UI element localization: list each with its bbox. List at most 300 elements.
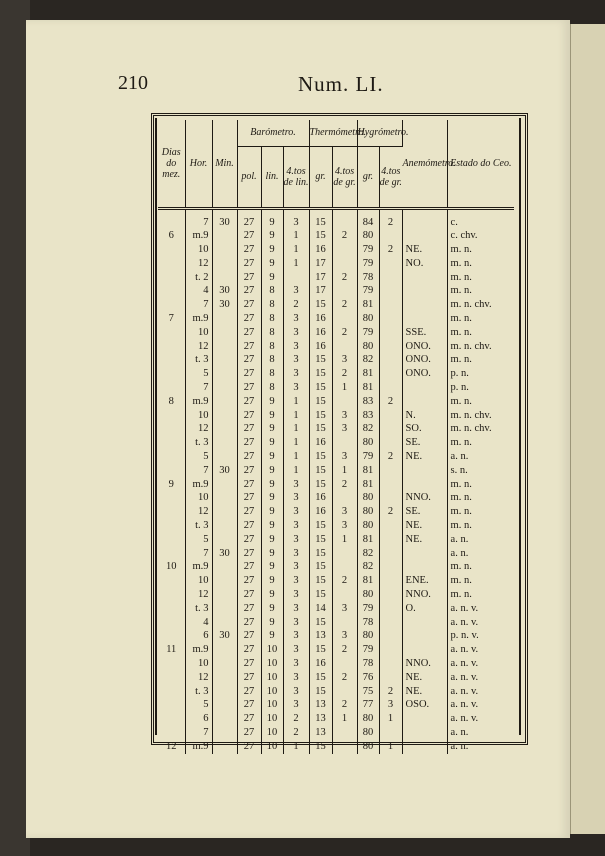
- cell-minute: [212, 712, 237, 726]
- cell-bar-lin: 9: [261, 547, 283, 561]
- cell-therm-quartos: [332, 560, 357, 574]
- cell-hour: 7: [185, 547, 212, 561]
- header-anemometro: Anemómetro.: [402, 120, 447, 208]
- cell-day: [158, 712, 185, 726]
- cell-minute: [212, 602, 237, 616]
- cell-hygro-quartos: [379, 464, 402, 478]
- table-row: [158, 657, 514, 671]
- cell-bar-quartos: 1: [283, 257, 309, 271]
- cell-hygro-quartos: [379, 298, 402, 312]
- cell-therm-gr: 17: [309, 271, 332, 285]
- cell-minute: [212, 643, 237, 657]
- cell-hour: m.9: [185, 229, 212, 243]
- cell-minute: [212, 574, 237, 588]
- cell-therm-quartos: 2: [332, 574, 357, 588]
- cell-hour: 10: [185, 657, 212, 671]
- cell-therm-gr: 15: [309, 685, 332, 699]
- table-row: [158, 381, 514, 395]
- cell-hygro-gr: 80: [357, 229, 379, 243]
- cell-bar-quartos: 3: [283, 588, 309, 602]
- cell-sky-state: m. n.: [450, 271, 472, 283]
- table-row: [158, 367, 514, 381]
- cell-bar-lin: 9: [261, 533, 283, 547]
- cell-bar-quartos: 3: [283, 208, 309, 229]
- cell-wind: [402, 740, 447, 754]
- cell-wind: [402, 726, 447, 740]
- cell-therm-gr: 15: [309, 588, 332, 602]
- cell-hour: 6: [185, 712, 212, 726]
- cell-bar-lin: 9: [261, 450, 283, 464]
- cell-bar-quartos: 2: [283, 298, 309, 312]
- cell-hour: 12: [185, 340, 212, 354]
- table-row: [158, 326, 514, 340]
- cell-minute: [212, 450, 237, 464]
- cell-bar-pol: 27: [237, 395, 261, 409]
- cell-wind: NE.: [402, 519, 447, 533]
- cell-day: [158, 353, 185, 367]
- cell-therm-quartos: [332, 616, 357, 630]
- cell-day: [158, 436, 185, 450]
- cell-bar-quartos: 3: [283, 643, 309, 657]
- cell-hygro-gr: 79: [357, 450, 379, 464]
- cell-wind: NE.: [402, 685, 447, 699]
- cell-day: [158, 298, 185, 312]
- table-row: [158, 519, 514, 533]
- cell-hour: 5: [185, 533, 212, 547]
- cell-bar-lin: 9: [261, 629, 283, 643]
- cell-hygro-gr: 79: [357, 284, 379, 298]
- cell-wind: [402, 395, 447, 409]
- cell-hour: m.9: [185, 312, 212, 326]
- cell-bar-pol: 27: [237, 257, 261, 271]
- cell-bar-lin: 9: [261, 505, 283, 519]
- cell-therm-gr: 15: [309, 381, 332, 395]
- cell-wind: ENE.: [402, 574, 447, 588]
- cell-bar-quartos: 3: [283, 353, 309, 367]
- cell-hygro-quartos: [379, 657, 402, 671]
- cell-therm-quartos: [332, 436, 357, 450]
- cell-bar-quartos: 3: [283, 284, 309, 298]
- cell-bar-lin: 9: [261, 257, 283, 271]
- cell-wind: O.: [402, 602, 447, 616]
- cell-therm-quartos: [332, 284, 357, 298]
- cell-minute: 30: [212, 629, 237, 643]
- cell-wind: [402, 547, 447, 561]
- cell-bar-quartos: 1: [283, 740, 309, 754]
- table-row: [158, 436, 514, 450]
- cell-hygro-gr: 78: [357, 657, 379, 671]
- cell-wind: [402, 284, 447, 298]
- cell-sky-state: a. n. v.: [450, 685, 479, 697]
- cell-therm-quartos: [332, 395, 357, 409]
- cell-bar-quartos: 3: [283, 381, 309, 395]
- cell-hygro-quartos: 1: [379, 740, 402, 754]
- cell-minute: 30: [212, 547, 237, 561]
- cell-wind: NE.: [402, 243, 447, 257]
- cell-wind: [402, 712, 447, 726]
- cell-therm-gr: 15: [309, 671, 332, 685]
- cell-bar-pol: 27: [237, 340, 261, 354]
- cell-bar-pol: 27: [237, 560, 261, 574]
- cell-bar-pol: 27: [237, 353, 261, 367]
- cell-hour: t. 3: [185, 602, 212, 616]
- cell-bar-quartos: 3: [283, 616, 309, 630]
- cell-sky-state: m. n.: [450, 326, 472, 338]
- table-row: [158, 284, 514, 298]
- cell-day: [158, 381, 185, 395]
- cell-minute: [212, 436, 237, 450]
- cell-hour: 7: [185, 381, 212, 395]
- cell-bar-lin: 8: [261, 353, 283, 367]
- cell-hygro-quartos: [379, 478, 402, 492]
- cell-hygro-gr: 78: [357, 271, 379, 285]
- cell-minute: [212, 671, 237, 685]
- cell-bar-lin: 8: [261, 326, 283, 340]
- cell-bar-pol: 27: [237, 740, 261, 754]
- cell-therm-quartos: 3: [332, 629, 357, 643]
- table-row: [158, 409, 514, 423]
- cell-sky-state: m. n.: [450, 395, 472, 407]
- cell-therm-gr: 17: [309, 284, 332, 298]
- cell-therm-quartos: 3: [332, 602, 357, 616]
- cell-hour: 4: [185, 284, 212, 298]
- cell-hygro-gr: 77: [357, 698, 379, 712]
- header-min: Min.: [212, 120, 237, 208]
- cell-hour: 10: [185, 491, 212, 505]
- cell-hour: 10: [185, 574, 212, 588]
- cell-bar-pol: 27: [237, 657, 261, 671]
- cell-bar-pol: 27: [237, 208, 261, 229]
- table-row: [158, 395, 514, 409]
- page-header: [118, 72, 478, 98]
- cell-therm-gr: 15: [309, 450, 332, 464]
- cell-hour: m.9: [185, 643, 212, 657]
- cell-hygro-quartos: 2: [379, 243, 402, 257]
- cell-minute: [212, 685, 237, 699]
- cell-hygro-gr: 80: [357, 740, 379, 754]
- cell-minute: [212, 740, 237, 754]
- cell-therm-quartos: 2: [332, 298, 357, 312]
- cell-wind: [402, 616, 447, 630]
- cell-bar-lin: 9: [261, 588, 283, 602]
- cell-bar-quartos: 1: [283, 464, 309, 478]
- cell-therm-gr: 16: [309, 340, 332, 354]
- table-row: [158, 643, 514, 657]
- cell-bar-pol: 27: [237, 409, 261, 423]
- cell-sky-state: m. n.: [450, 589, 472, 601]
- cell-minute: [212, 395, 237, 409]
- cell-therm-gr: 13: [309, 712, 332, 726]
- cell-hygro-gr: 76: [357, 671, 379, 685]
- cell-bar-lin: 8: [261, 340, 283, 354]
- cell-minute: [212, 422, 237, 436]
- cell-bar-quartos: 1: [283, 243, 309, 257]
- cell-wind: [402, 271, 447, 285]
- cell-hygro-gr: 80: [357, 312, 379, 326]
- cell-therm-quartos: 2: [332, 326, 357, 340]
- cell-bar-lin: 9: [261, 478, 283, 492]
- table-row: [158, 671, 514, 685]
- cell-hour: 5: [185, 367, 212, 381]
- cell-hygro-gr: 82: [357, 353, 379, 367]
- table-row: [158, 422, 514, 436]
- cell-therm-gr: 15: [309, 740, 332, 754]
- cell-therm-gr: 15: [309, 643, 332, 657]
- cell-day: [158, 602, 185, 616]
- cell-therm-gr: 15: [309, 208, 332, 229]
- table-row: [158, 491, 514, 505]
- cell-bar-pol: 27: [237, 685, 261, 699]
- cell-minute: 30: [212, 208, 237, 229]
- cell-day: [158, 574, 185, 588]
- table-row: [158, 726, 514, 740]
- cell-bar-pol: 27: [237, 712, 261, 726]
- cell-bar-lin: 8: [261, 298, 283, 312]
- cell-sky-state: a. n.: [450, 451, 469, 463]
- cell-minute: [212, 353, 237, 367]
- cell-bar-quartos: [283, 271, 309, 285]
- cell-therm-gr: 15: [309, 229, 332, 243]
- cell-wind: N.: [402, 409, 447, 423]
- cell-minute: [212, 478, 237, 492]
- cell-hygro-quartos: [379, 533, 402, 547]
- cell-hygro-gr: 82: [357, 547, 379, 561]
- cell-hygro-quartos: [379, 436, 402, 450]
- cell-therm-quartos: 3: [332, 422, 357, 436]
- cell-bar-quartos: 3: [283, 533, 309, 547]
- cell-sky-state: a. n. v.: [450, 644, 479, 656]
- cell-day: 12: [158, 740, 185, 754]
- cell-bar-pol: 27: [237, 229, 261, 243]
- table-row: [158, 208, 514, 229]
- cell-minute: [212, 340, 237, 354]
- table-row: [158, 547, 514, 561]
- cell-therm-gr: 16: [309, 436, 332, 450]
- cell-minute: [212, 519, 237, 533]
- header-hygro-gr: gr.: [357, 146, 379, 208]
- cell-sky-state: m. n.: [450, 437, 472, 449]
- cell-hour: 12: [185, 588, 212, 602]
- cell-wind: [402, 381, 447, 395]
- cell-day: 8: [158, 395, 185, 409]
- cell-therm-gr: 15: [309, 478, 332, 492]
- cell-hour: m.9: [185, 740, 212, 754]
- cell-hour: 10: [185, 326, 212, 340]
- cell-wind: NNO.: [402, 657, 447, 671]
- cell-hygro-quartos: [379, 574, 402, 588]
- cell-sky-state: a. n. v.: [450, 713, 479, 725]
- cell-therm-quartos: 3: [332, 505, 357, 519]
- cell-hour: 7: [185, 464, 212, 478]
- cell-day: 7: [158, 312, 185, 326]
- cell-bar-lin: 10: [261, 698, 283, 712]
- cell-wind: NNO.: [402, 491, 447, 505]
- cell-therm-quartos: 2: [332, 671, 357, 685]
- cell-bar-pol: 27: [237, 367, 261, 381]
- cell-day: [158, 588, 185, 602]
- cell-day: [158, 616, 185, 630]
- cell-hygro-gr: 80: [357, 519, 379, 533]
- cell-bar-pol: 27: [237, 271, 261, 285]
- cell-hygro-quartos: [379, 381, 402, 395]
- table-row: [158, 574, 514, 588]
- cell-hygro-gr: 84: [357, 208, 379, 229]
- cell-therm-gr: 16: [309, 505, 332, 519]
- cell-bar-lin: 10: [261, 726, 283, 740]
- cell-sky-state: a. n.: [450, 547, 469, 559]
- cell-sky-state: p. n.: [450, 368, 469, 380]
- cell-sky-state: m. n.: [450, 257, 472, 269]
- table-row: [158, 560, 514, 574]
- cell-therm-gr: 15: [309, 353, 332, 367]
- cell-hygro-gr: 79: [357, 602, 379, 616]
- cell-minute: [212, 698, 237, 712]
- cell-therm-quartos: 1: [332, 381, 357, 395]
- cell-hour: 5: [185, 698, 212, 712]
- cell-bar-quartos: 3: [283, 505, 309, 519]
- cell-sky-state: m. n.: [450, 575, 472, 587]
- cell-hygro-gr: 81: [357, 574, 379, 588]
- cell-therm-gr: 15: [309, 560, 332, 574]
- cell-sky-state: m. n.: [450, 561, 472, 573]
- cell-sky-state: a. n. v.: [450, 699, 479, 711]
- cell-hygro-quartos: [379, 726, 402, 740]
- cell-therm-quartos: [332, 547, 357, 561]
- cell-hygro-quartos: [379, 616, 402, 630]
- cell-bar-quartos: 1: [283, 229, 309, 243]
- cell-bar-quartos: 1: [283, 395, 309, 409]
- table-row: [158, 478, 514, 492]
- cell-bar-pol: 27: [237, 574, 261, 588]
- cell-wind: ONO.: [402, 340, 447, 354]
- cell-hygro-quartos: [379, 422, 402, 436]
- cell-wind: [402, 478, 447, 492]
- cell-therm-gr: 15: [309, 547, 332, 561]
- cell-wind: SO.: [402, 422, 447, 436]
- cell-bar-pol: 27: [237, 326, 261, 340]
- cell-hygro-gr: 81: [357, 478, 379, 492]
- cell-therm-quartos: 2: [332, 478, 357, 492]
- cell-hygro-quartos: 2: [379, 208, 402, 229]
- cell-bar-pol: 27: [237, 436, 261, 450]
- cell-sky-state: a. n.: [450, 533, 469, 545]
- header-thermometro: Thermómetro.: [309, 120, 357, 146]
- cell-sky-state: m. n.: [450, 313, 472, 325]
- cell-bar-pol: 27: [237, 547, 261, 561]
- cell-bar-pol: 27: [237, 478, 261, 492]
- cell-hygro-quartos: 2: [379, 450, 402, 464]
- cell-bar-pol: 27: [237, 726, 261, 740]
- cell-wind: [402, 629, 447, 643]
- cell-bar-quartos: 3: [283, 685, 309, 699]
- cell-bar-pol: 27: [237, 450, 261, 464]
- cell-minute: [212, 726, 237, 740]
- cell-day: [158, 629, 185, 643]
- table-row: [158, 505, 514, 519]
- cell-bar-lin: 9: [261, 422, 283, 436]
- cell-therm-quartos: [332, 312, 357, 326]
- cell-therm-quartos: [332, 340, 357, 354]
- cell-hour: t. 3: [185, 519, 212, 533]
- cell-therm-quartos: 3: [332, 409, 357, 423]
- cell-therm-gr: 15: [309, 395, 332, 409]
- cell-bar-pol: 27: [237, 629, 261, 643]
- cell-hour: m.9: [185, 395, 212, 409]
- header-hygro-quartos: 4.tos de gr.: [379, 146, 402, 208]
- cell-bar-lin: 9: [261, 574, 283, 588]
- cell-hygro-gr: 81: [357, 367, 379, 381]
- cell-bar-lin: 8: [261, 367, 283, 381]
- cell-bar-pol: 27: [237, 588, 261, 602]
- cell-bar-lin: 9: [261, 616, 283, 630]
- cell-hygro-gr: 83: [357, 395, 379, 409]
- cell-day: [158, 257, 185, 271]
- table-row: [158, 243, 514, 257]
- cell-hygro-gr: 81: [357, 381, 379, 395]
- cell-hygro-quartos: [379, 547, 402, 561]
- cell-day: 6: [158, 229, 185, 243]
- cell-sky-state: a. n. v.: [450, 658, 479, 669]
- table-row: [158, 464, 514, 478]
- cell-hygro-gr: 79: [357, 257, 379, 271]
- cell-therm-gr: 15: [309, 367, 332, 381]
- cell-therm-quartos: [332, 685, 357, 699]
- cell-therm-quartos: [332, 740, 357, 754]
- cell-hour: 5: [185, 450, 212, 464]
- cell-sky-state: p. n.: [450, 382, 469, 394]
- cell-hour: t. 2: [185, 271, 212, 285]
- cell-therm-gr: 13: [309, 629, 332, 643]
- cell-sky-state: m. n.: [450, 285, 472, 297]
- cell-bar-lin: 9: [261, 602, 283, 616]
- cell-bar-quartos: 3: [283, 478, 309, 492]
- cell-hygro-gr: 80: [357, 629, 379, 643]
- cell-bar-pol: 27: [237, 491, 261, 505]
- cell-hygro-quartos: [379, 271, 402, 285]
- observations-table: [158, 120, 514, 754]
- cell-bar-lin: 9: [261, 208, 283, 229]
- cell-minute: [212, 271, 237, 285]
- cell-bar-pol: 27: [237, 698, 261, 712]
- cell-hygro-quartos: [379, 284, 402, 298]
- cell-day: [158, 685, 185, 699]
- cell-bar-lin: 10: [261, 671, 283, 685]
- cell-day: 10: [158, 560, 185, 574]
- cell-sky-state: m. n.: [450, 492, 472, 504]
- cell-bar-lin: 9: [261, 464, 283, 478]
- cell-hour: 12: [185, 422, 212, 436]
- cell-sky-state: a. n.: [450, 726, 469, 738]
- cell-day: [158, 657, 185, 671]
- cell-day: [158, 208, 185, 229]
- cell-hygro-quartos: [379, 629, 402, 643]
- table-row: [158, 616, 514, 630]
- header-estado: Estado do Ceo.: [447, 120, 514, 208]
- cell-therm-gr: 15: [309, 422, 332, 436]
- cell-sky-state: m. n. chv.: [450, 299, 492, 311]
- cell-bar-lin: 9: [261, 395, 283, 409]
- cell-hour: t. 3: [185, 685, 212, 699]
- cell-minute: 30: [212, 464, 237, 478]
- cell-minute: [212, 326, 237, 340]
- page-number: 210: [118, 72, 148, 94]
- cell-wind: SE.: [402, 505, 447, 519]
- cell-bar-lin: 8: [261, 312, 283, 326]
- cell-therm-quartos: 3: [332, 353, 357, 367]
- cell-hygro-quartos: [379, 671, 402, 685]
- cell-bar-lin: 9: [261, 271, 283, 285]
- cell-bar-quartos: 3: [283, 671, 309, 685]
